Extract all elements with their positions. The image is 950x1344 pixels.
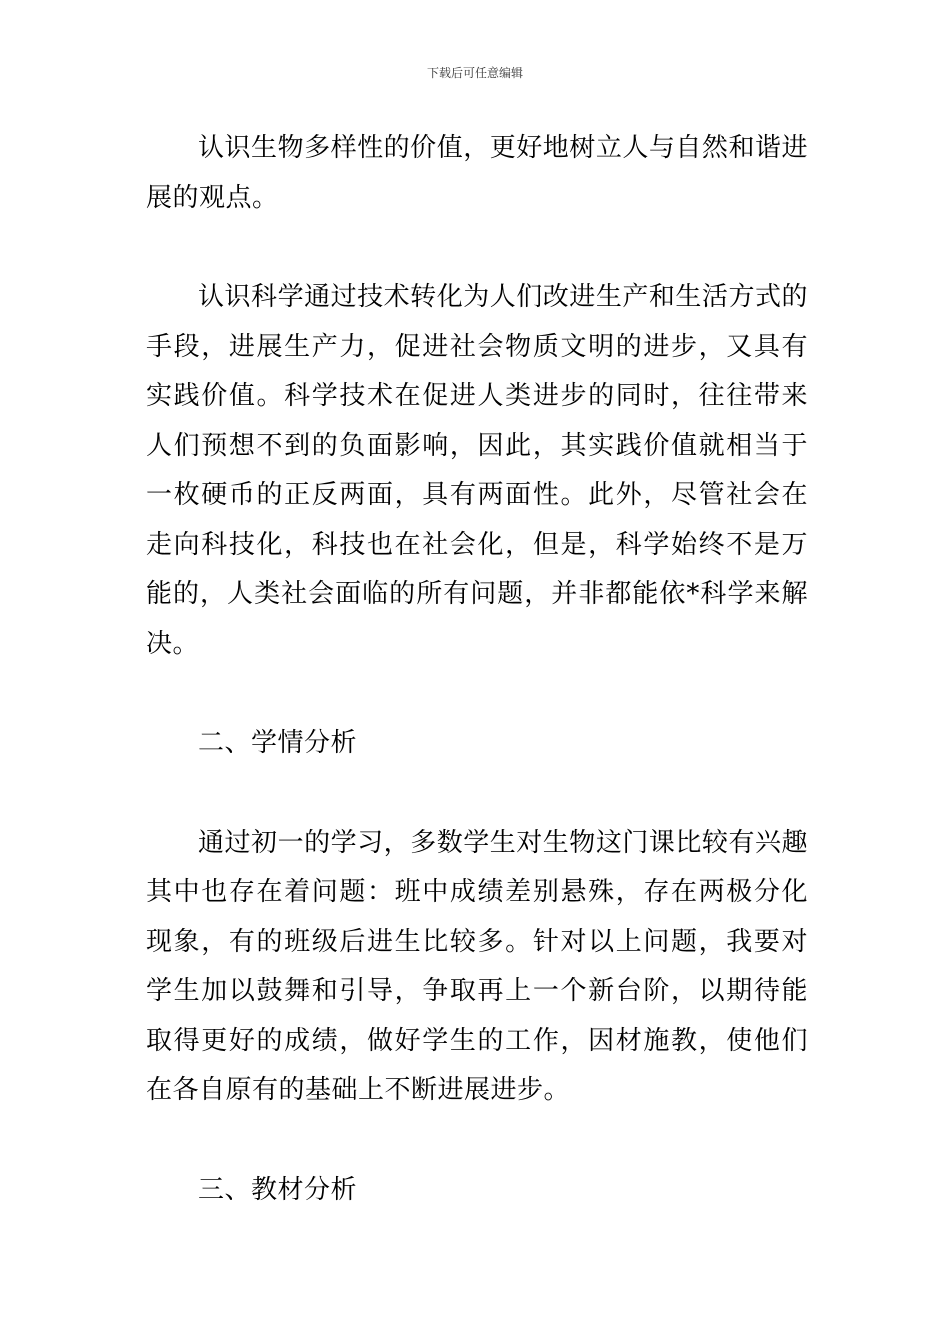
paragraph-science-value: 认识科学通过技术转化为人们改进生产和生活方式的手段，进展生产力，促进社会物质文明的进步，又具有实践价值。科学技术在促进人类进步的同时，往往带来人们预想不到的负面影响，因此，其实践价值就相当于一枚硬币的正反两面，具有两面性。此外，尽管社会在走向科技化，科技也在社会化，但是，科学始终不是万能的，人类社会面临的所有问题，并非都能依*科学来解决。 xyxy=(146,282,808,659)
paragraph-biodiversity: 认识生物多样性的价值，更好地树立人与自然和谐进展的观点。 xyxy=(146,133,808,213)
document-body xyxy=(146,124,808,1215)
paragraph-student-analysis: 通过初一的学习，多数学生对生物这门课比较有兴趣其中也存在着问题：班中成绩差别悬殊，存在两极分化现象，有的班级后进生比较多。针对以上问题，我要对学生加以鼓舞和引导，争取再上一个新台阶，以期待能取得更好的成绩，做好学生的工作，因材施教，使他们在各自原有的基础上不断进展进步。 xyxy=(146,827,808,1105)
section-heading-textbook-analysis: 三、教材分析 xyxy=(198,1174,358,1205)
page-header: 下载后可任意编辑 xyxy=(426,66,523,80)
section-heading-student-analysis: 二、学情分析 xyxy=(198,728,358,758)
